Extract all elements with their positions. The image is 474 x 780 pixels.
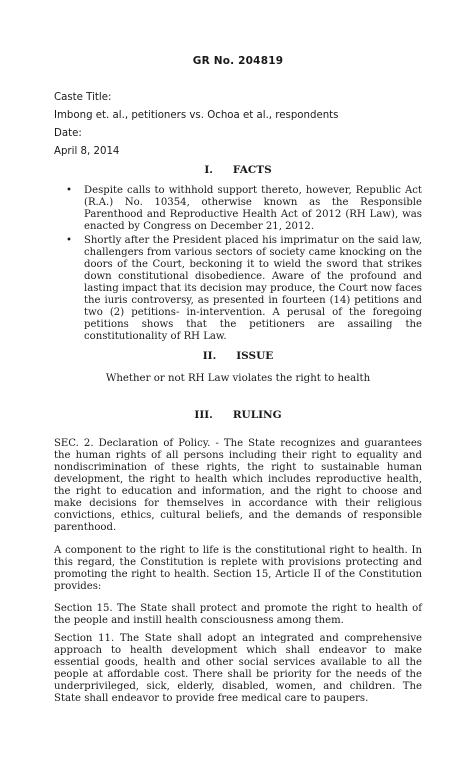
issue-heading bbox=[54, 350, 422, 362]
facts-bullet-list bbox=[54, 185, 422, 345]
date-label: Date: bbox=[54, 128, 82, 139]
case-parties: Imbong et. al., petitioners vs. Ochoa et al., respondents bbox=[54, 110, 339, 121]
ruling-heading-title: RULING bbox=[232, 409, 282, 421]
facts-heading-number: I. bbox=[204, 164, 213, 176]
bullet-icon: • bbox=[66, 185, 72, 196]
ruling-paragraph: Section 11. The State shall adopt an integrated and comprehensive approach to health development which shall endeavor to make essential goods, health and other social services available to all the people at affordable cost. There shall be priority for the needs of the underprivileged, sick, elderly, disabled, women, and children. The State shall endeavor to provide free medical care to paupers. bbox=[54, 633, 422, 704]
case-date: April 8, 2014 bbox=[54, 146, 120, 157]
ruling-paragraph: SEC. 2. Declaration of Policy. - The State recognizes and guarantees the human rights of all persons including their right to equality and nondiscrimination of these rights, the right to sustainable human development, the right to health which includes reproductive health, the right to education and information, and the right to choose and make decisions for themselves in accordance with their religious convictions, ethics, cultural beliefs, and the demands of responsible parenthood. bbox=[54, 438, 422, 533]
facts-heading-title: FACTS bbox=[232, 164, 272, 176]
ruling-heading-number: III. bbox=[194, 409, 213, 421]
facts-bullet-text: Despite calls to withhold support thereto, however, Republic Act (R.A.) No. 10354, otherwise known as the Responsible Parenthood and Reproductive Health Act of 2012 (RH Law), was enacted by Congress on December 21, 2012. bbox=[84, 185, 422, 232]
gr-number-title: GR No. 204819 bbox=[192, 55, 284, 67]
issue-heading-number: II. bbox=[202, 350, 217, 362]
facts-bullet-text: Shortly after the President placed his imprimatur on the said law, challengers from various sectors of society came knocking on the doors of the Court, beckoning it to wield the sword that strikes down constitutional disobedience. Aware of the profound and lasting impact that its decision may produce, the Court now faces the iuris controversy, as presented in fourteen (14) petitions and two (2) petitions- in-intervention. A perusal of the foregoing petitions shows that the petitioners are assailing the constitutionality of RH Law. bbox=[84, 235, 422, 342]
facts-heading bbox=[54, 164, 422, 176]
ruling-heading bbox=[54, 409, 422, 421]
bullet-icon: • bbox=[66, 235, 72, 246]
facts-bullet-item bbox=[54, 185, 422, 233]
caste-title-label: Caste Title: bbox=[54, 92, 112, 103]
ruling-paragraph: Section 15. The State shall protect and promote the right to health of the people and instill health consciousness among them. bbox=[54, 603, 422, 626]
facts-bullet-item bbox=[54, 235, 422, 343]
issue-text: Whether or not RH Law violates the right to health bbox=[105, 373, 371, 384]
issue-heading-title: ISSUE bbox=[236, 350, 274, 362]
ruling-paragraph: A component to the right to life is the constitutional right to health. In this regard, the Constitution is replete with provisions protecting and promoting the right to health. Section 15, Article II of the Constitution provides: bbox=[54, 545, 422, 592]
